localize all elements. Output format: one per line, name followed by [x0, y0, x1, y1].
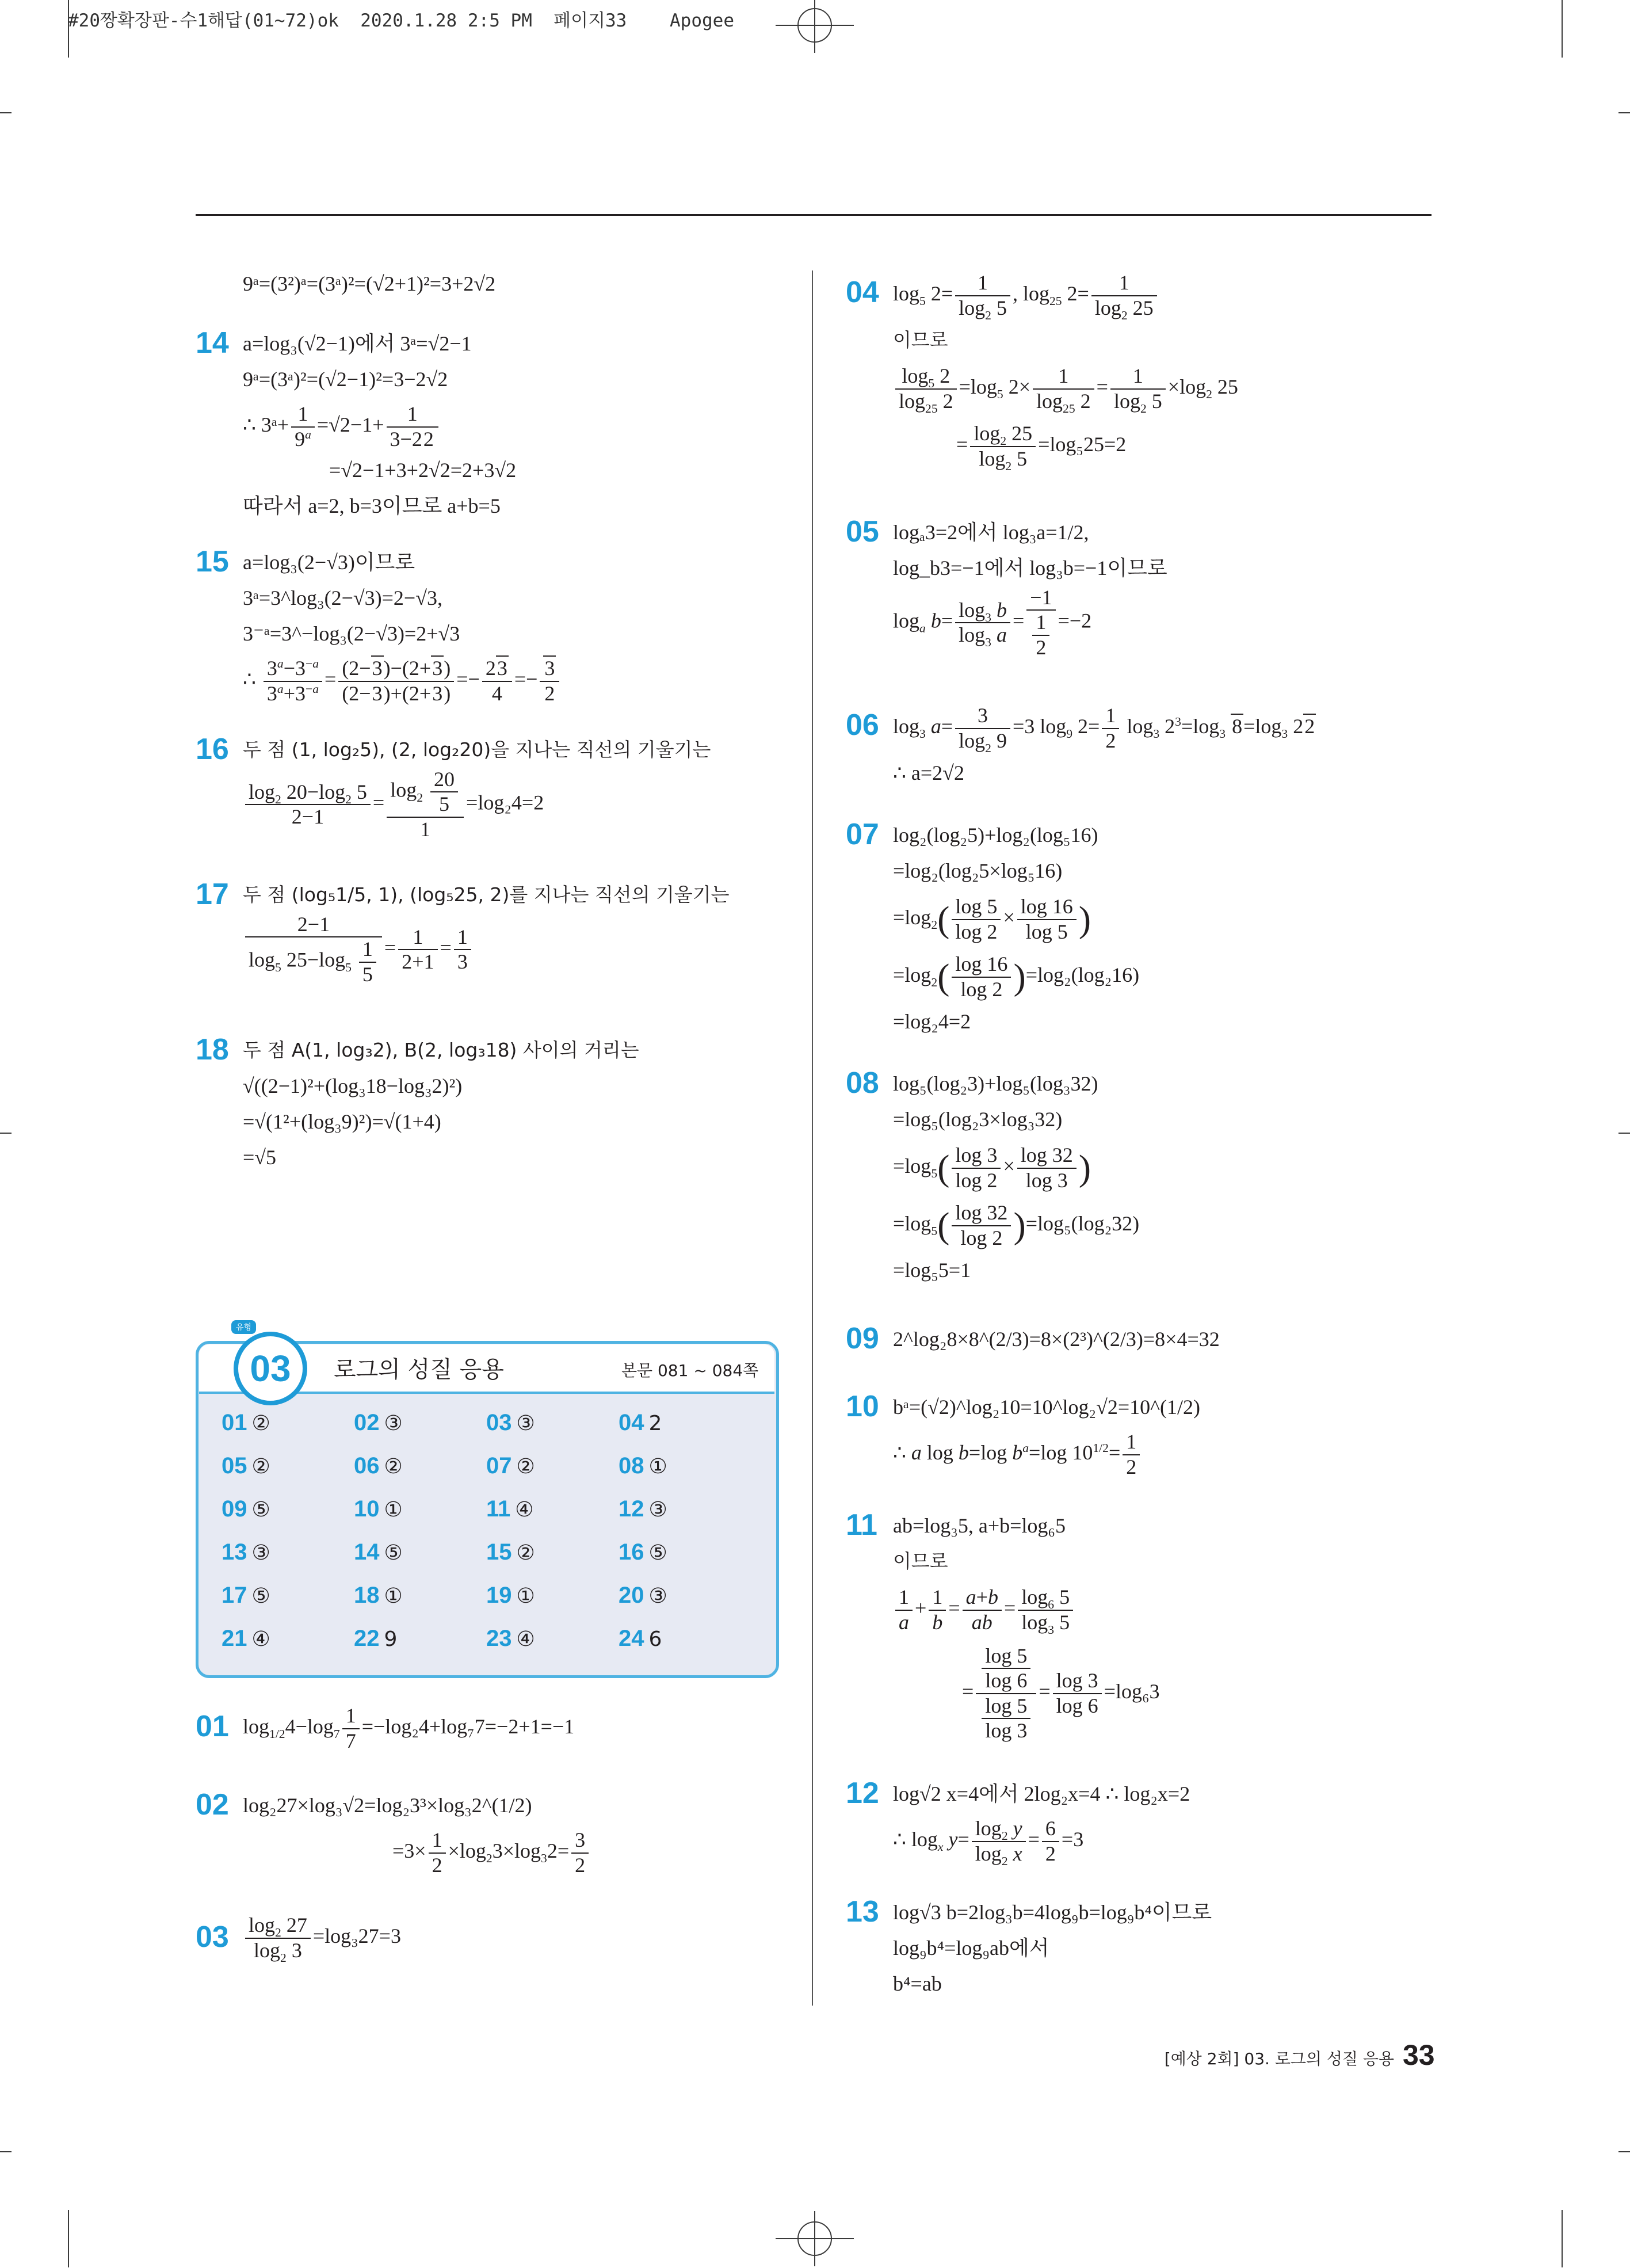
answer-value: ②	[251, 1455, 270, 1478]
answer-item	[486, 1539, 535, 1565]
line: bᵃ=(√2)^log₂10=10^log₂√2=10^(1/2)	[893, 1396, 1201, 1419]
registration-mark-bottom	[797, 2221, 832, 2256]
answer-value: ③	[648, 1584, 667, 1608]
answer-value: ④	[516, 1627, 535, 1651]
line: =log₂(log₂5×log₅16)	[893, 859, 1063, 882]
answer-item	[619, 1410, 662, 1436]
crop-mark	[1562, 2210, 1563, 2267]
answer-value: ③	[251, 1541, 270, 1565]
answer-number: 13	[222, 1539, 247, 1565]
answer-number: 14	[354, 1539, 380, 1565]
problem-number: 05	[846, 515, 879, 548]
answer-item	[222, 1410, 270, 1436]
line: b⁴=ab	[893, 1972, 942, 1995]
answer-item	[486, 1410, 535, 1436]
line: log₉b⁴=log₉ab에서	[893, 1937, 1049, 1960]
answer-item	[222, 1453, 270, 1479]
line: a=log₃(√2−1)에서 3ᵃ=√2−1	[243, 332, 472, 355]
line: $\frac{\log_5 2}{\log_{25} 2}$ $=\log_5$ 2× $\frac{1}{\log_{25} 2}$ = $\frac{1}{\log_2 5}$ $\times\log_2$ 25	[893, 358, 1238, 416]
answer-number: 12	[619, 1496, 644, 1522]
crop-mark	[1562, 0, 1563, 58]
section-title: 로그의 성질 응용	[334, 1356, 504, 1383]
answer-value: ①	[516, 1584, 535, 1608]
registration-mark-top	[797, 8, 832, 43]
line: log√2 x=4에서 2log₂x=4 ∴ log₂x=2	[893, 1782, 1190, 1805]
answer-number: 22	[354, 1626, 380, 1651]
line: $\log_3 a=$ $\frac{3}{\log_2 9}$ =3 $\log_9 2=$ $\frac{1}{2}$ $\log_3 2^3=\log_3$ $8=\log_3$ 22	[893, 704, 1315, 755]
line: 이므로	[893, 1550, 948, 1572]
line: log₂27×log₃√2=log₂3³×log₃2^(1/2)	[243, 1794, 532, 1817]
line: log_b3=−1에서 log₃b=−1이므로	[893, 556, 1167, 580]
answer-value: ③	[384, 1412, 403, 1435]
answer-number: 21	[222, 1626, 247, 1651]
section-number-badge: 03	[234, 1332, 307, 1405]
answer-value: ⑤	[648, 1541, 667, 1565]
answer-value: ④	[251, 1627, 270, 1651]
problem-number: 18	[196, 1033, 229, 1066]
line: = $\frac{\frac{\log 5}{\log 6}}{\frac{\log 5}{\log 3}}$ = $\frac{\log 3}{\log 6}$ =log₆3	[962, 1644, 1160, 1743]
problem-number: 03	[196, 1920, 229, 1954]
answer-item	[354, 1583, 403, 1608]
problem-number: 02	[196, 1788, 229, 1821]
answer-key-box	[196, 1324, 777, 1675]
line: log₅(log₂3)+log₅(log₃32)	[893, 1072, 1098, 1095]
line: =log₅5=1	[893, 1259, 971, 1282]
line: 3⁻ᵃ=3^−log₃(2−√3)=2+√3	[243, 622, 460, 645]
line: =√2−1+3+2√2=2+3√2	[329, 459, 517, 482]
answer-number: 15	[486, 1539, 512, 1565]
line: $=\log_2$( $\frac{\log 5}{\log 2}$ × $\frac{\log 16}{\log 5}$ )	[893, 895, 1091, 943]
answer-value: ①	[384, 1584, 403, 1608]
answer-number: 04	[619, 1410, 644, 1435]
answer-item	[354, 1626, 397, 1652]
column-divider	[812, 270, 813, 2006]
line: =3× $\frac{1}{2}$ $\times\log_23\times\log_32=$ $\frac{3}{2}$	[243, 1823, 591, 1878]
line: $\frac{\log_2 20-\log_2 5}{2-1}$ = $\log_2$ $\frac{20}{5}$ 1 =log₂4=2	[243, 768, 711, 841]
answer-item	[619, 1583, 667, 1608]
section-tag: 유형	[231, 1320, 256, 1334]
line: $=\log_5$( $\frac{\log 3}{\log 2}$ × $\frac{\log 32}{\log 3}$ )	[893, 1143, 1091, 1192]
line: 이므로	[893, 329, 948, 351]
running-footer: [예상 2회] 03. 로그의 성질 응용	[1164, 2049, 1394, 2068]
answer-value: ⑤	[251, 1498, 270, 1522]
line: $=\log_2$( $\frac{\log 16}{\log 2}$ )=log₂(log₂16)	[893, 952, 1140, 1001]
answer-value: ⑤	[384, 1541, 403, 1565]
problem-number: 07	[846, 818, 879, 851]
line: logₐ3=2에서 log₃a=1/2,	[893, 521, 1089, 544]
answer-item	[486, 1453, 535, 1479]
answer-item	[354, 1410, 403, 1436]
answer-item	[222, 1626, 270, 1652]
answer-value: ⑤	[251, 1584, 270, 1608]
problem-number: 04	[846, 276, 879, 309]
answer-number: 23	[486, 1626, 512, 1651]
answer-item	[619, 1453, 667, 1479]
answer-value: ①	[648, 1455, 667, 1478]
problem-number: 01	[196, 1710, 229, 1743]
answer-number: 08	[619, 1453, 644, 1478]
line: 2^log₂8×8^(2/3)=8×(2³)^(2/3)=8×4=32	[893, 1328, 1220, 1351]
page-range: 본문 081 ~ 084쪽	[621, 1361, 759, 1380]
answer-item	[486, 1496, 534, 1522]
answer-number: 10	[354, 1496, 380, 1522]
line: $\log_a b=$ $\frac{\log_3 b}{\log_3 a}$ = $\frac{-1}{\frac{1}{2}}$ =−2	[893, 586, 1092, 659]
answer-number: 19	[486, 1583, 512, 1608]
answer-item	[354, 1496, 403, 1522]
line: 9ᵃ=(3ᵃ)²=(√2−1)²=3−2√2	[243, 368, 448, 391]
problem-number: 10	[846, 1390, 879, 1423]
answer-item	[222, 1583, 270, 1608]
answer-value: ②	[516, 1541, 535, 1565]
line: =log₅(log₂3×log₃32)	[893, 1108, 1063, 1131]
answer-number: 11	[486, 1496, 511, 1522]
problem-number: 11	[846, 1508, 877, 1542]
answer-value: 6	[648, 1627, 662, 1651]
problem-number: 17	[196, 878, 229, 911]
answer-number: 03	[486, 1410, 512, 1435]
line: =log₂4=2	[893, 1010, 971, 1033]
problem-number: 14	[196, 326, 229, 360]
header-rule	[196, 214, 1432, 216]
answer-item	[619, 1539, 667, 1565]
crop-mark	[0, 2151, 12, 2152]
line: 두 점 (log₅1/5, 1), (log₅25, 2)를 지나는 직선의 기울기는	[243, 883, 730, 906]
answer-item	[486, 1626, 535, 1652]
line: ∴ a log b=log $b^a=\log$ $10^{1/2}=$ $\frac{1}{2}$	[893, 1425, 1200, 1480]
crop-mark	[1618, 112, 1630, 113]
line: =√5	[243, 1146, 277, 1169]
answer-value: ④	[515, 1498, 534, 1522]
answer-item	[619, 1496, 667, 1522]
crop-mark	[1618, 2151, 1630, 2152]
line: ab=log₃5, a+b=log₆5	[893, 1514, 1066, 1537]
problem-number: 08	[846, 1066, 879, 1100]
problem-number: 12	[846, 1777, 879, 1810]
line: =√(1²+(log₃9)²)=√(1+4)	[243, 1110, 441, 1133]
line: ∴ $\log_x y=$ $\frac{\log_2 y}{\log_2 x}$ = $\frac{6}{2}$ =3	[893, 1817, 1084, 1868]
line: 두 점 (1, log₂5), (2, log₂20)을 지나는 직선의 기울기는	[243, 738, 711, 761]
line: ∴ $\frac{3^a-3^{-a}}{3^a+3^{-a}}$ = $\frac{(2-3)-(2+3)}{(2-3)+(2+3)}$ =− $\frac{23}{4}$ =− $\frac{3}{2}$	[243, 651, 562, 707]
line: 2−1 $\log_5 25-\log_5$ $\frac{1}{5}$ = $\frac{1}{2+1}$ = $\frac{1}{3}$	[243, 913, 729, 986]
line: √((2−1)²+(log₃18−log₃2)²)	[243, 1074, 463, 1097]
answer-number: 16	[619, 1539, 644, 1565]
line: ∴ 3ᵃ+ $\frac{1}{9^a}$ =√2−1+ $\frac{1}{3-22}$	[243, 397, 516, 452]
answer-number: 05	[222, 1453, 247, 1478]
answer-item	[222, 1539, 270, 1565]
crop-mark	[1618, 1133, 1630, 1134]
line: $\frac{\log_2 27}{\log_2 3}$ =log₃27=3	[243, 1907, 401, 1965]
line: $\log_{1/2}4-\log_7$ $\frac{1}{7}$ =−log₂4+log₇7=−2+1=−1	[243, 1704, 575, 1752]
answer-item	[222, 1496, 270, 1522]
answer-value: 2	[648, 1412, 662, 1435]
answer-number: 20	[619, 1583, 644, 1608]
answer-item	[354, 1453, 403, 1479]
solution-13-tail: 9ᵃ=(3²)ᵃ=(3ᵃ)²=(√2+1)²=3+2√2	[243, 272, 496, 295]
crop-mark	[0, 112, 12, 113]
problem-number: 06	[846, 708, 879, 742]
answer-number: 06	[354, 1453, 380, 1478]
answer-number: 09	[222, 1496, 247, 1522]
answer-value: ①	[384, 1498, 403, 1522]
answer-number: 02	[354, 1410, 380, 1435]
line: $=\log_5$( $\frac{\log 32}{\log 2}$ )=log₅(log₂32)	[893, 1201, 1140, 1249]
problem-number: 15	[196, 545, 229, 578]
problem-number: 09	[846, 1322, 879, 1355]
crop-mark	[0, 1133, 12, 1134]
line: ∴ a=2√2	[893, 761, 964, 784]
answer-number: 18	[354, 1583, 380, 1608]
answer-number: 01	[222, 1410, 247, 1435]
problem-number: 13	[846, 1895, 879, 1928]
answer-value: ②	[384, 1455, 403, 1478]
answer-item	[486, 1583, 535, 1608]
line: $\frac{1}{a}$ + $\frac{1}{b}$ = $\frac{a+b}{ab}$ = $\frac{\log_6 5}{\log_3 5}$	[893, 1579, 1160, 1637]
line: 따라서 a=2, b=3이므로 a+b=5	[243, 494, 501, 517]
line: 두 점 A(1, log₃2), B(2, log₃18) 사이의 거리는	[243, 1039, 639, 1061]
problem-number: 16	[196, 733, 229, 766]
answer-value: ③	[516, 1412, 535, 1435]
page-number: 33	[1403, 2039, 1435, 2071]
crop-mark	[68, 2210, 69, 2267]
print-slug: #20짱확장판-수1해답(01~72)ok 2020.1.28 2:5 PM 페이지33 Apogee	[68, 10, 734, 31]
answer-value: ②	[251, 1412, 270, 1435]
line: a=log₃(2−√3)이므로	[243, 551, 415, 574]
line: log√3 b=2log₃b=4log₉b=log₉b⁴이므로	[893, 1901, 1212, 1924]
answer-item	[619, 1626, 662, 1652]
answer-value: ③	[648, 1498, 667, 1522]
line: $\log_5 2=$ $\frac{1}{\log_2 5}$ , $\log_{25} 2=$ $\frac{1}{\log_2 25}$	[893, 265, 1238, 322]
line: = $\frac{\log_2 25}{\log_2 5}$ =log₅25=2	[956, 422, 1127, 473]
answer-value: 9	[384, 1627, 398, 1651]
answer-number: 07	[486, 1453, 512, 1478]
line: 3ᵃ=3^log₃(2−√3)=2−√3,	[243, 586, 442, 609]
line: log₂(log₂5)+log₂(log₅16)	[893, 824, 1098, 847]
answer-value: ②	[516, 1455, 535, 1478]
answer-number: 24	[619, 1626, 644, 1651]
answer-number: 17	[222, 1583, 247, 1608]
answer-item	[354, 1539, 403, 1565]
